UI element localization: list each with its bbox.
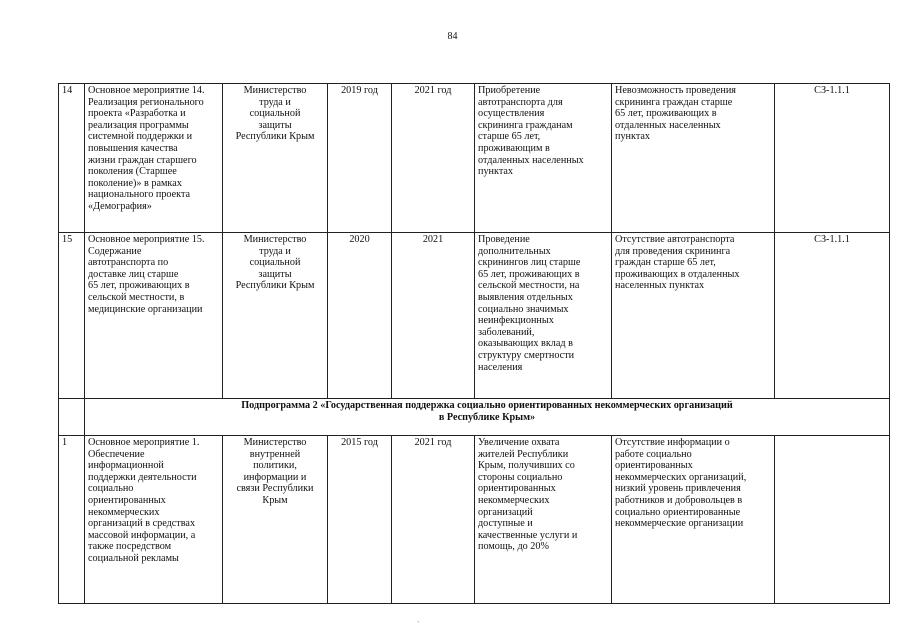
start-year-cell: 2020 xyxy=(328,233,392,399)
indicator-code-cell: СЗ-1.1.1 xyxy=(775,84,890,233)
row-number: 14 xyxy=(59,84,85,233)
table-row xyxy=(59,233,890,399)
consequence-cell: Невозможность проведения скрининга граждан старше 65 лет, проживающих в отдаленных населенных пунктах xyxy=(612,84,775,233)
end-year-cell: 2021 год xyxy=(392,84,475,233)
empty-cell xyxy=(59,399,85,436)
consequence-cell: Отсутствие автотранспорта для проведения скрининга граждан старше 65 лет, проживающих в отдаленных населенных пунктах xyxy=(612,233,775,399)
end-year-cell: 2021 год xyxy=(392,436,475,604)
start-year-cell: 2019 год xyxy=(328,84,392,233)
measures-table xyxy=(58,83,890,604)
indicator-code-cell: СЗ-1.1.1 xyxy=(775,233,890,399)
end-year-cell: 2021 xyxy=(392,233,475,399)
indicator-code-cell xyxy=(775,436,890,604)
start-year-cell: 2015 год xyxy=(328,436,392,604)
measure-cell: Основное мероприятие 14. Реализация регионального проекта «Разработка и реализация программы системной поддержки и повышения качества жизни граждан старшего поколения (Старшее поколение)» в рамках национального проекта «Демография» xyxy=(85,84,223,233)
row-number: 1 xyxy=(59,436,85,604)
executor-cell: Министерство внутренней политики, информации и связи Республики Крым xyxy=(223,436,328,604)
expected-result-cell: Увеличение охвата жителей Республики Крым, получивших со стороны социально ориентированных некоммерческих организаций доступные и качественные услуги и помощь, до 20% xyxy=(475,436,612,604)
subprogram-heading: Подпрограмма 2 «Государственная поддержка социально ориентированных некоммерческих организаций в Республике Крым» xyxy=(85,399,890,436)
page-number: 84 xyxy=(447,31,458,42)
consequence-cell: Отсутствие информации о работе социально ориентированных некоммерческих организаций, низкий уровень привлечения работников и добровольцев в социально ориентированные некоммерческие организации xyxy=(612,436,775,604)
expected-result-cell: Приобретение автотранспорта для осуществления скрининга гражданам старше 65 лет, проживающим в отдаленных населенных пунктах xyxy=(475,84,612,233)
executor-cell: Министерство труда и социальной защиты Республики Крым xyxy=(223,84,328,233)
expected-result-cell: Проведение дополнительных скринингов лиц старше 65 лет, проживающих в сельской местности, на выявления отдельных социально значимых неинфекционных заболеваний, оказывающих вклад в структуру смертности населения xyxy=(475,233,612,399)
measure-cell: Основное мероприятие 15. Содержание автотранспорта по доставке лиц старше 65 лет, проживающих в сельской местности, в медицинские организации xyxy=(85,233,223,399)
measure-cell: Основное мероприятие 1. Обеспечение информационной поддержки деятельности социально ориентированных некоммерческих организаций в средствах массовой информации, а также посредством социальной рекламы xyxy=(85,436,223,604)
row-number: 15 xyxy=(59,233,85,399)
scan-mark: ˋ xyxy=(417,620,420,629)
table-row xyxy=(59,436,890,604)
subprogram-row xyxy=(59,399,890,436)
table-row xyxy=(59,84,890,233)
executor-cell: Министерство труда и социальной защиты Республики Крым xyxy=(223,233,328,399)
